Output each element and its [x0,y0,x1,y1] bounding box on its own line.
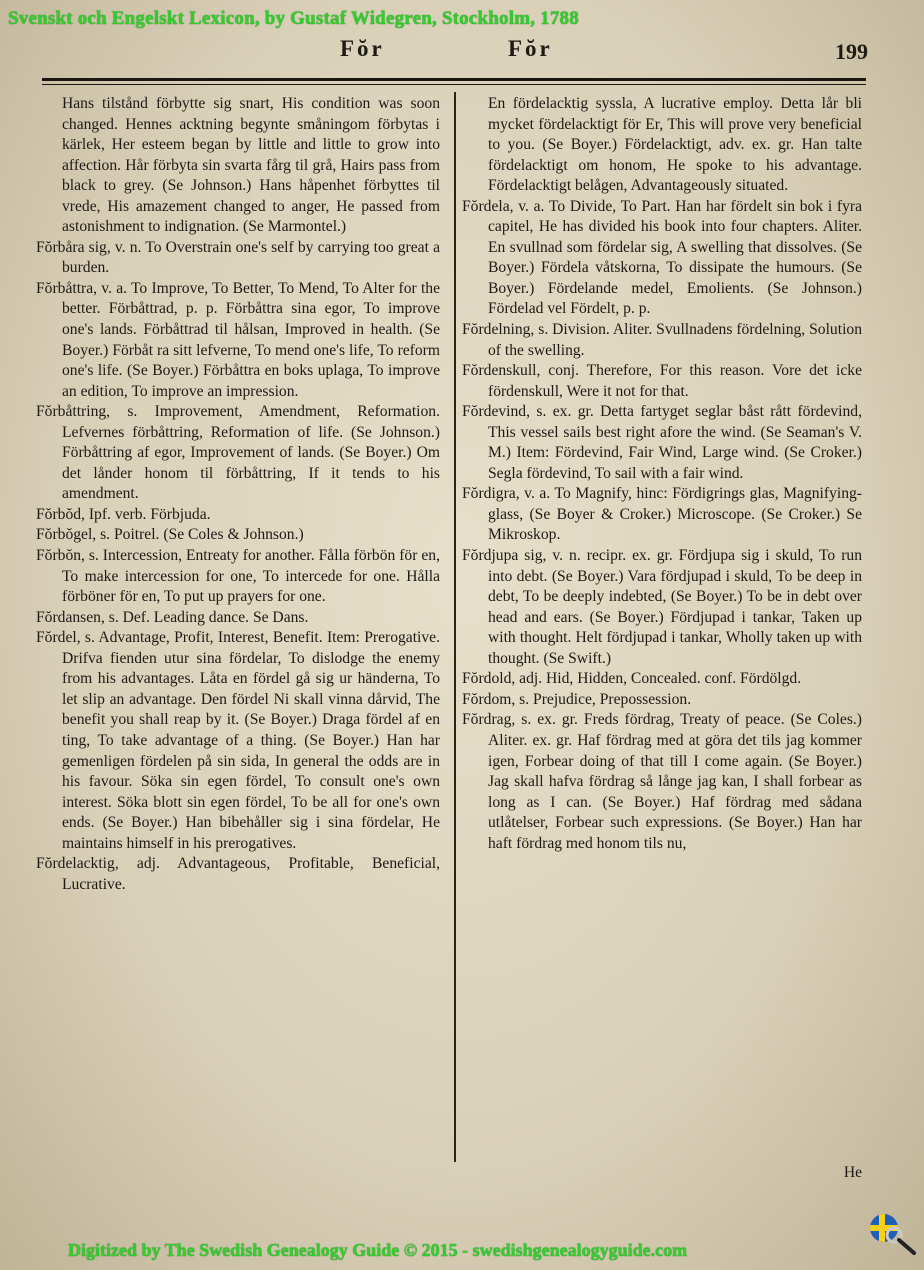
dictionary-entry: Fŏrdjupa sig, v. n. recipr. ex. gr. Fördjupa sig i skuld, To run into debt. (Se Boyer.) Vara fördjupad i skuld, To be deep in debt, To be deeply indebted, (Se Boyer.) To be in debt over head and ears. (Se Boyer.) Fördjupad i tankar, Taken up with thought. Helt fördjupad i tankar, Wholly taken up with thought. (Se Swift.) [462,547,862,667]
dictionary-entry: Fŏrdenskull, conj. Therefore, For this reason. Vore det icke fördenskull, Were it not for that. [462,362,862,400]
dictionary-entry: Fŏrbŏd, Ipf. verb. Förbjuda. [36,505,211,523]
dictionary-entry: Fŏrbåttring, s. Improvement, Amendment, Reformation. Lefvernes förbåttring, Reformation of life. (Se Johnson.) Förbåttring af egor, Improvement of lands. (Se Boyer.) Om det lånder honom til förbåttring, If it tends to his amendment. [36,403,440,503]
running-head-right: Fŏr [508,36,553,61]
dictionary-entry: Fŏrdansen, s. Def. Leading dance. Se Dans. [36,608,309,626]
dictionary-entry: Fŏrdela, v. a. To Divide, To Part. Han har fördelt sin bok i fyra capitel, He has divided his book into four chapters. Aliter. En svullnad som fördelar sig, A swelling that dissolves. (Se Boyer.) Fördela våtskorna, To dissipate the humours. (Se Boyer.) Fördelande medel, Emolients. (Se Johnson.) Fördelad vel Fördelt, p. p. [462,197,862,318]
digitization-credit: Digitized by The Swedish Genealogy Guide © 2015 - swedishgenealogyguide.com [68,1240,688,1260]
left-column [36,94,440,895]
magnifier-icon [884,1226,918,1256]
column-divider [454,92,456,1162]
dictionary-entry: Hans tilstånd förbytte sig snart, His condition was soon changed. Hennes acktning begynte småningom förbytas i kärlek, Her esteem began by little and little to grow into affection. Hår förbyta sin svarta fårg til grå, Hairs pass from black to grey. (Se Johnson.) Hans håpenhet förbyttes til vrede, His amazement changed to anger, He passed from astonishment to indignation. (Se Marmontel.) [62,95,440,236]
header-rule-thin [42,84,866,85]
dictionary-entry: Fŏrdelacktig, adj. Advantageous, Profitable, Beneficial, Lucrative. [36,855,440,893]
dictionary-entry: Fŏrdevind, s. ex. gr. Detta fartyget seglar båst rått fördevind, This vessel sails best right afore the wind. (Se Seaman's V. M.) Item: Fördevind, Fair Wind, Large wind. (Se Croker.) Segla fördevind, To sail with a fair wind. [462,403,862,482]
running-head [0,34,924,70]
book-title-overlay: Svenskt och Engelskt Lexicon, by Gustaf Widegren, Stockholm, 1788 [8,8,579,29]
right-column [462,94,862,854]
dictionary-entry: Fŏrdom, s. Prejudice, Prepossession. [462,690,692,708]
running-head-left: Fŏr [340,36,385,61]
dictionary-entry: Fŏrbŏgel, s. Poitrel. (Se Coles & Johnson.) [36,526,304,544]
dictionary-entry: Fŏrbŏn, s. Intercession, Entreaty for another. Fålla förbön för en, To make intercession for one, To intercede for one. Hålla förböner för en, To put up prayers for one. [36,547,440,606]
header-rule-thick [42,78,866,81]
catchword: He [843,1164,862,1181]
dictionary-entry: Fŏrdelning, s. Division. Aliter. Svullnadens fördelning, Solution of the swelling. [462,321,862,359]
dictionary-entry: En fördelacktig syssla, A lucrative employ. Detta lår bli mycket fördelacktigt för Er, This will prove very beneficial to you. (Se Boyer.) Fördelacktigt, adv. ex. gr. Han talte fördelacktigt om honom, He spoke to his advantage. Fördelacktigt belågen, Advantageously situated. [488,95,862,195]
dictionary-entry: Fŏrdel, s. Advantage, Profit, Interest, Benefit. Item: Prerogative. Drifva fienden utur sina fördelar, To dislodge the enemy from his advantages. Låta en fördel gå sig ur händerna, To let slip an advantage. Den fördel Ni skall vinna dårvid, The benefit you shall reap by it. (Se Boyer.) Draga fördel af en ting, To take advantage of a thing. (Se Boyer.) Han har gemenligen fördelen på sin sida, In general the odds are in his favour. Söka sin egen fördel, To consult one's own interest. Söka blott sin egen fördel, To be all for one's own ends. (Se Boyer.) Han bibehåller sig i sina fördelar, He maintains himself in his prerogatives. [36,629,440,852]
dictionary-entry: Fŏrbåra sig, v. n. To Overstrain one's self by carrying too great a burden. [36,238,440,277]
dictionary-entry: Fŏrdold, adj. Hid, Hidden, Concealed. conf. Fördölgd. [462,670,802,688]
page-number: 199 [835,39,868,64]
dictionary-entry: Fŏrdigra, v. a. To Magnify, hinc: Fördigrings glas, Magnifying-glass, (Se Boyer & Croker.) Microscope. (Se Croker.) Se Mikroskop. [462,485,862,544]
dictionary-entry: Fŏrdrag, s. ex. gr. Freds fördrag, Treaty of peace. (Se Coles.) Aliter. ex. gr. Haf fördrag med at göra det tils jag kommer igen, Forbear doing of that till I come again. (Se Boyer.) Jag skall hafva fördrag så långe jag kan, I shall forbear as long as I can. (Se Boyer.) Haf fördrag med sådana utlåtelser, Forbear such expressions. (Se Boyer.) Han har haft fördrag med honom tils nu, [462,711,862,852]
dictionary-entry: Fŏrbåttra, v. a. To Improve, To Better, To Mend, To Alter for the better. Förbåttrad, p. p. Förbåttra sina egor, To improve one's lands. Förbåttrad til hålsan, Improved in health. (Se Boyer.) Förbåt ra sitt lefverne, To mend one's life, To reform one's life. (Se Boyer.) Förbåttra en boks uplaga, To improve an edition, To improve an impression. [36,279,440,400]
